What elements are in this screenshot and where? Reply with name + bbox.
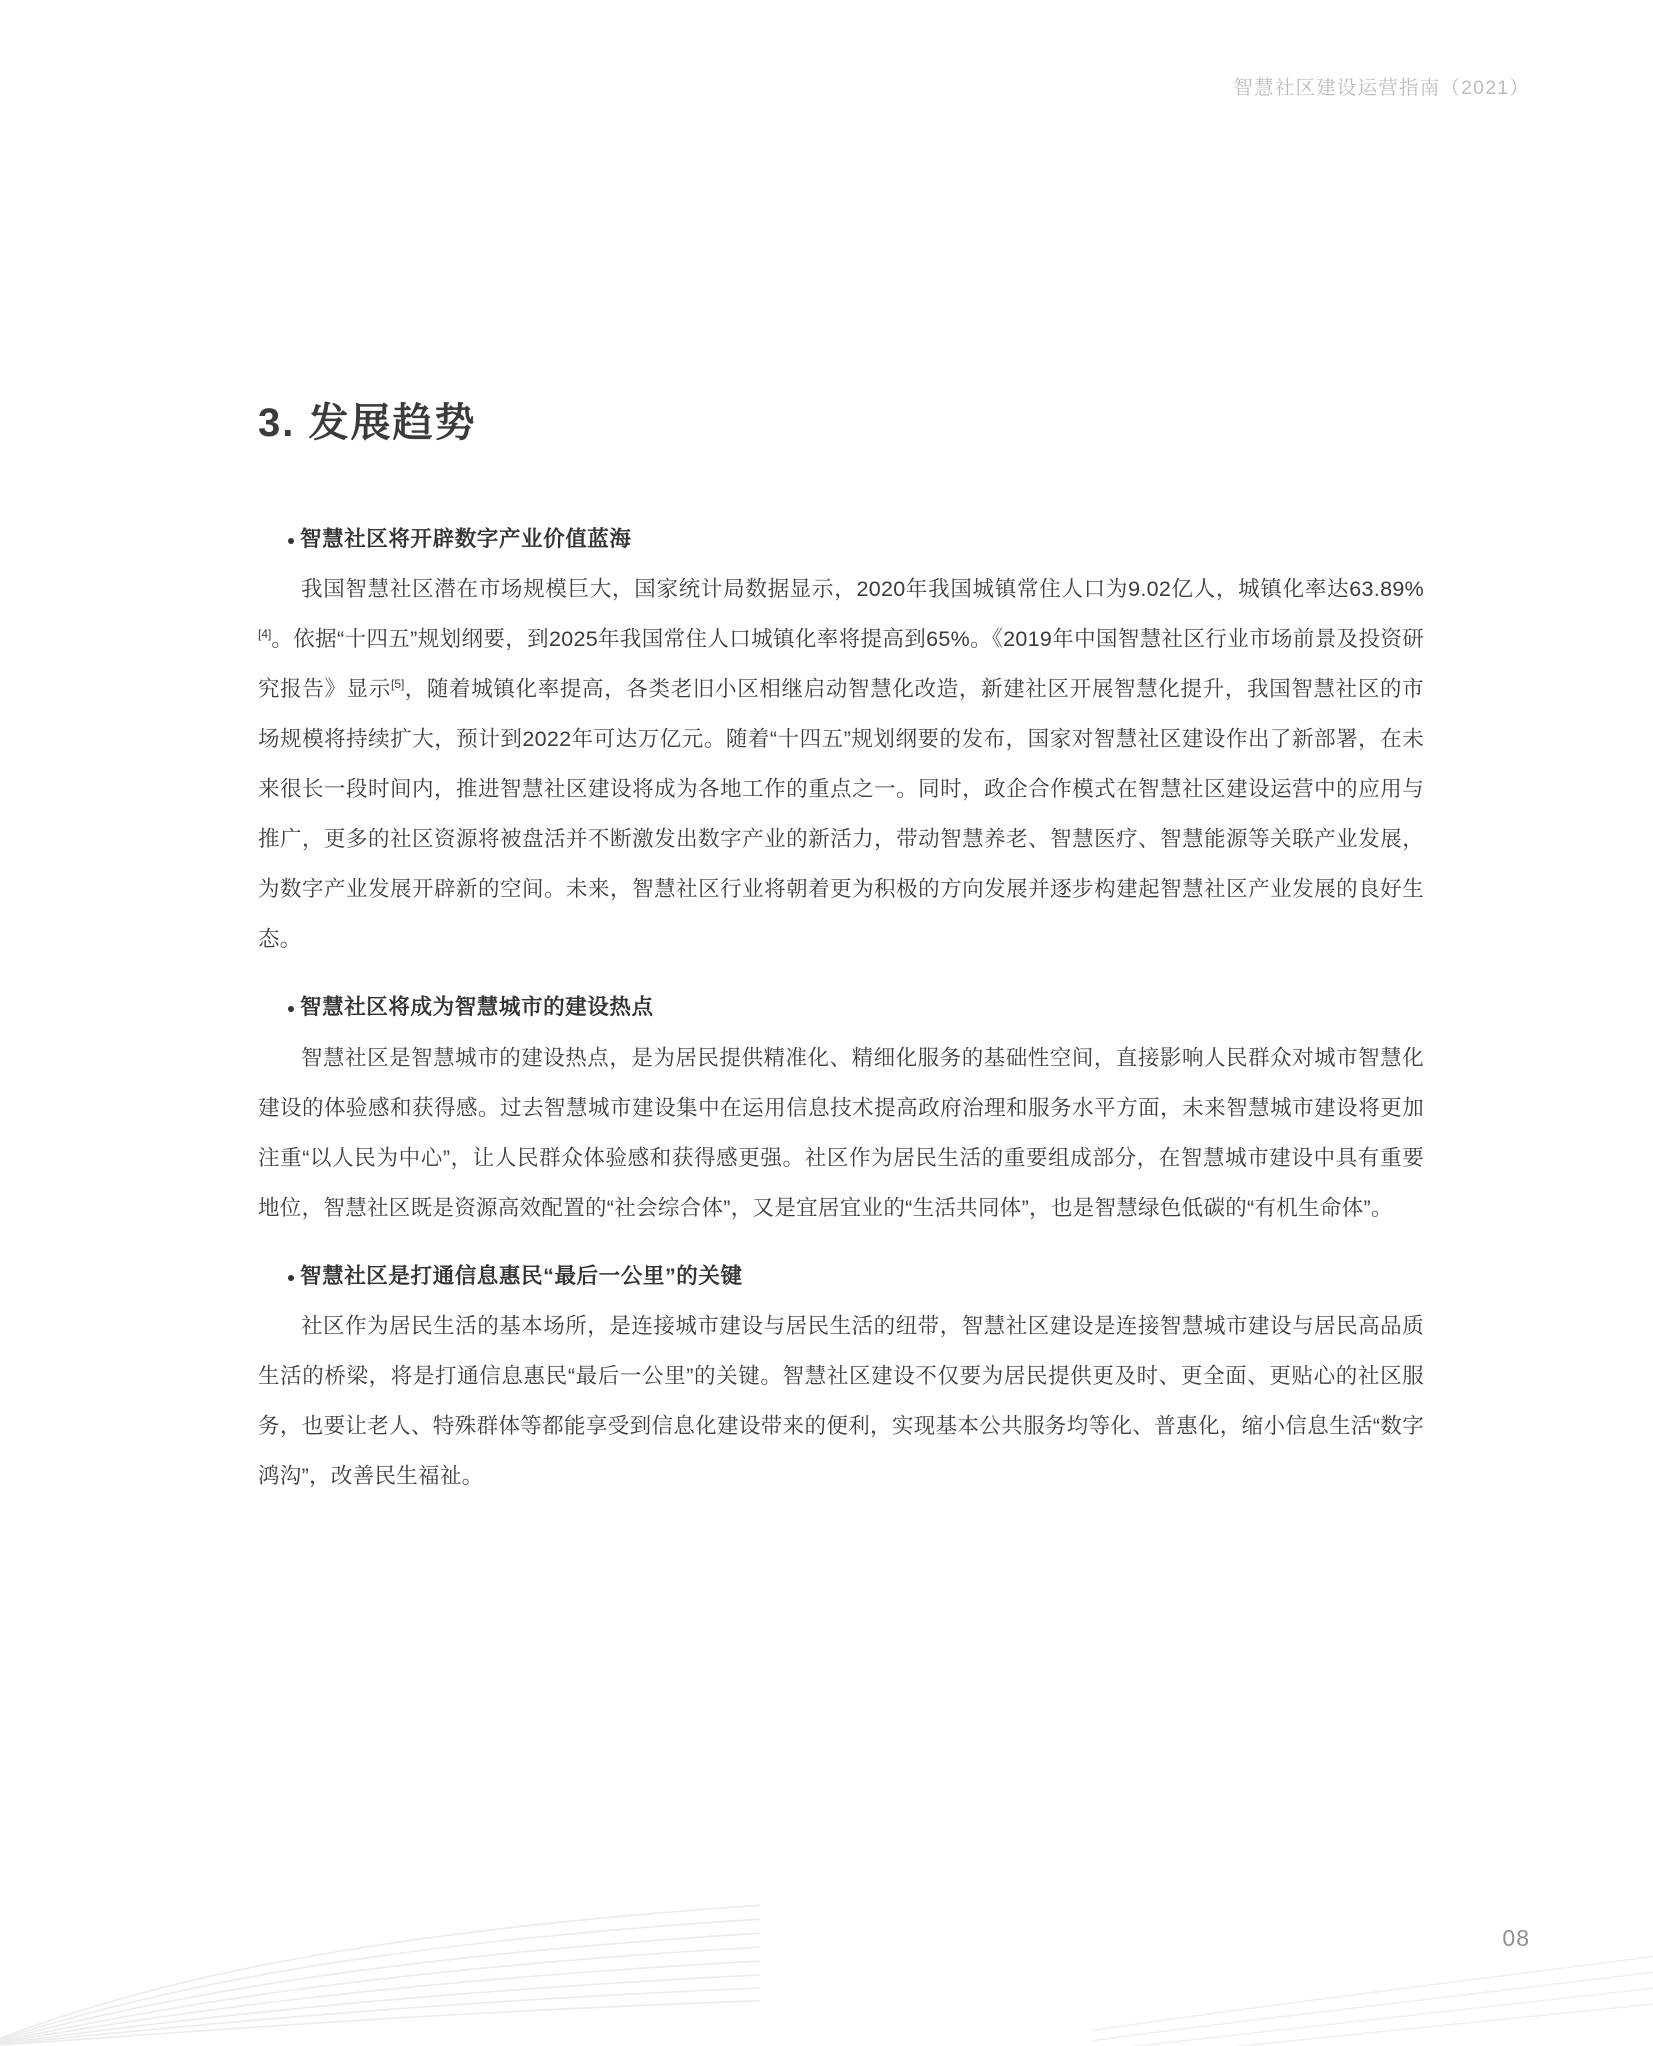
- decorative-wave-bottom-left: [0, 1716, 760, 2046]
- decorative-wave-bottom-right: [1093, 1836, 1653, 2046]
- paragraph-text-part3: ，随着城镇化率提高，各类老旧小区相继启动智慧化改造，新建社区开展智慧化提升，我国智慧社区的市场规模将持续扩大，预计到2022年可达万亿元。随着“十四五”规划纲要的发布，国家对智慧社区建设作出了新部署，在未来很长一段时间内，推进智慧社区建设将成为各地工作的重点之一。同时，政企合作模式在智慧社区建设运营中的应用与推广，更多的社区资源将被盘活并不断激发出数字产业的新活力，带动智慧养老、智慧医疗、智慧能源等关联产业发展，为数字产业发展开辟新的空间。未来，智慧社区行业将朝着更为积极的方向发展并逐步构建起智慧社区产业发展的良好生态。: [258, 677, 1424, 952]
- section-spacer: [258, 976, 1424, 990]
- subsection-heading-1: 智慧社区将开辟数字产业价值蓝海: [258, 522, 1424, 556]
- subsection-heading-3: 智慧社区是打通信息惠民“最后一公里”的关键: [258, 1259, 1424, 1293]
- page-content: [258, 398, 1424, 1501]
- running-header: 智慧社区建设运营指南（2021）: [1233, 77, 1530, 99]
- subsection-paragraph-2: 智慧社区是智慧城市的建设热点，是为居民提供精准化、精细化服务的基础性空间，直接影响人民群众对城市智慧化建设的体验感和获得感。过去智慧城市建设集中在运用信息技术提高政府治理和服务水平方面，未来智慧城市建设将更加注重“以人民为中心”，让人民群众体验感和获得感更强。社区作为居民生活的重要组成部分，在智慧城市建设中具有重要地位，智慧社区既是资源高效配置的“社会综合体”，又是宜居宜业的“生活共同体”，也是智慧绿色低碳的“有机生命体”。: [258, 1045, 1424, 1220]
- footnote-ref-4: [4]: [258, 627, 272, 642]
- subsection-heading-2: 智慧社区将成为智慧城市的建设热点: [258, 990, 1424, 1024]
- page-number: 08: [1502, 1925, 1530, 1951]
- subsection-paragraph-1: [258, 564, 1424, 964]
- paragraph-text-part1: 我国智慧社区潜在市场规模巨大，国家统计局数据显示，2020年我国城镇常住人口为9.02亿人，城镇化率达63.89%: [301, 577, 1424, 602]
- section-spacer: [258, 1245, 1424, 1259]
- footnote-ref-5: [5]: [391, 677, 405, 692]
- page-title: 3. 发展趋势: [258, 401, 477, 445]
- subsection-paragraph-3: 社区作为居民生活的基本场所，是连接城市建设与居民生活的纽带，智慧社区建设是连接智慧城市建设与居民高品质生活的桥梁，将是打通信息惠民“最后一公里”的关键。智慧社区建设不仅要为居民提供更及时、更全面、更贴心的社区服务，也要让老人、特殊群体等都能享受到信息化建设带来的便利，实现基本公共服务均等化、普惠化，缩小信息生活“数字鸿沟”，改善民生福祉。: [258, 1314, 1424, 1489]
- paragraph-text-part2: 。依据“十四五”规划纲要，到2025年我国常住人口城镇化率将提高到65%。《2019年中国智慧社区行业市场前景及投资研究报告》显示: [258, 627, 1424, 702]
